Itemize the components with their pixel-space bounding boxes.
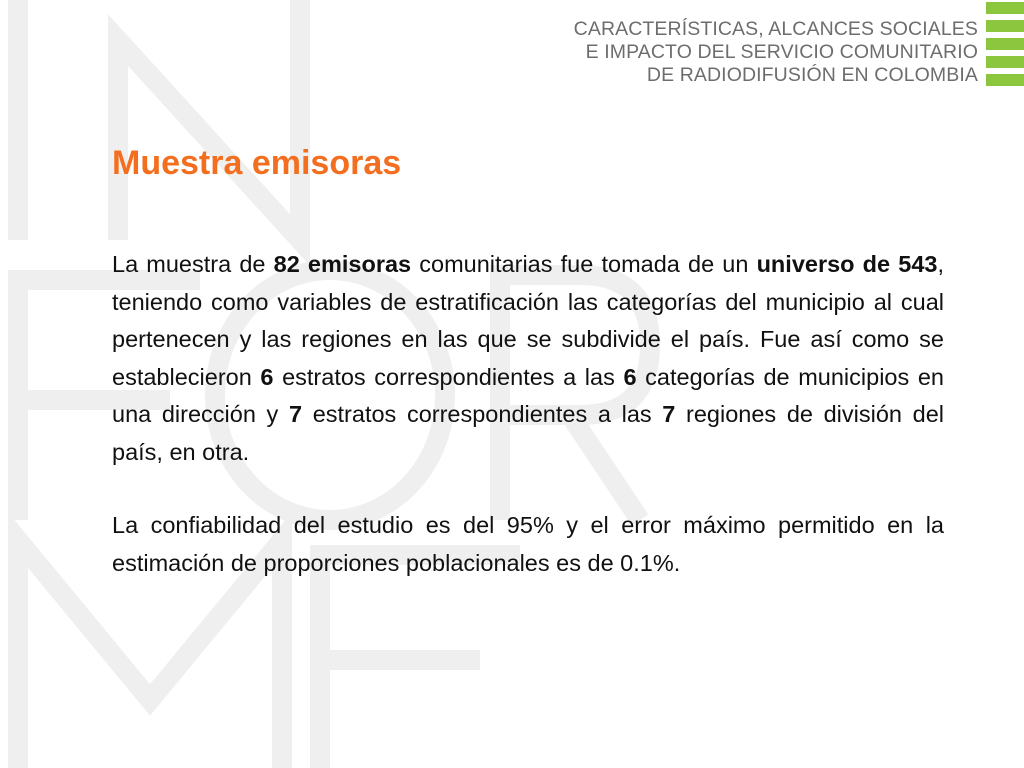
bold-categories-count: 6: [623, 363, 637, 390]
text-run: estratos correspondientes a las: [273, 363, 624, 390]
paragraph-reliability: La confiabilidad del estudio es del 95% y el error máximo permitido en la estimación de proporciones poblacionales es de 0.1%.: [112, 512, 944, 576]
bold-sample-size: 82 emisoras: [273, 251, 412, 277]
report-title-line-2: E IMPACTO DEL SERVICIO COMUNITARIO: [585, 41, 978, 63]
text-run: categorías de municipios en una dirección y: [112, 363, 944, 427]
slide-title: Muestra emisoras: [112, 144, 402, 182]
slide-body: [112, 246, 944, 582]
bold-regions-count: 7: [662, 401, 676, 427]
text-run: La muestra de: [112, 251, 274, 277]
bold-strata-count: 6: [260, 363, 274, 390]
text-run: regiones de división del país, en otra.: [112, 401, 944, 465]
bold-universe-size: universo de 543: [756, 251, 938, 277]
report-title-line-1: CARACTERÍSTICAS, ALCANCES SOCIALES: [573, 18, 978, 40]
report-header: [574, 18, 978, 87]
paragraph-sample-description: [112, 246, 944, 471]
green-stripes-decoration: [986, 2, 1024, 88]
bold-strata-count-regions: 7: [288, 401, 303, 427]
text-run: estratos correspondientes a las: [302, 401, 663, 427]
text-run: comunitarias fue tomada de un: [411, 251, 757, 277]
text-run: , teniendo como variables de estratificación las categorías del municipio al cual pertenecen y las regiones en las que se subdivide el país. Fue así como se establecieron: [112, 251, 944, 390]
report-title-line-3: DE RADIODIFUSIÓN EN COLOMBIA: [646, 64, 978, 86]
